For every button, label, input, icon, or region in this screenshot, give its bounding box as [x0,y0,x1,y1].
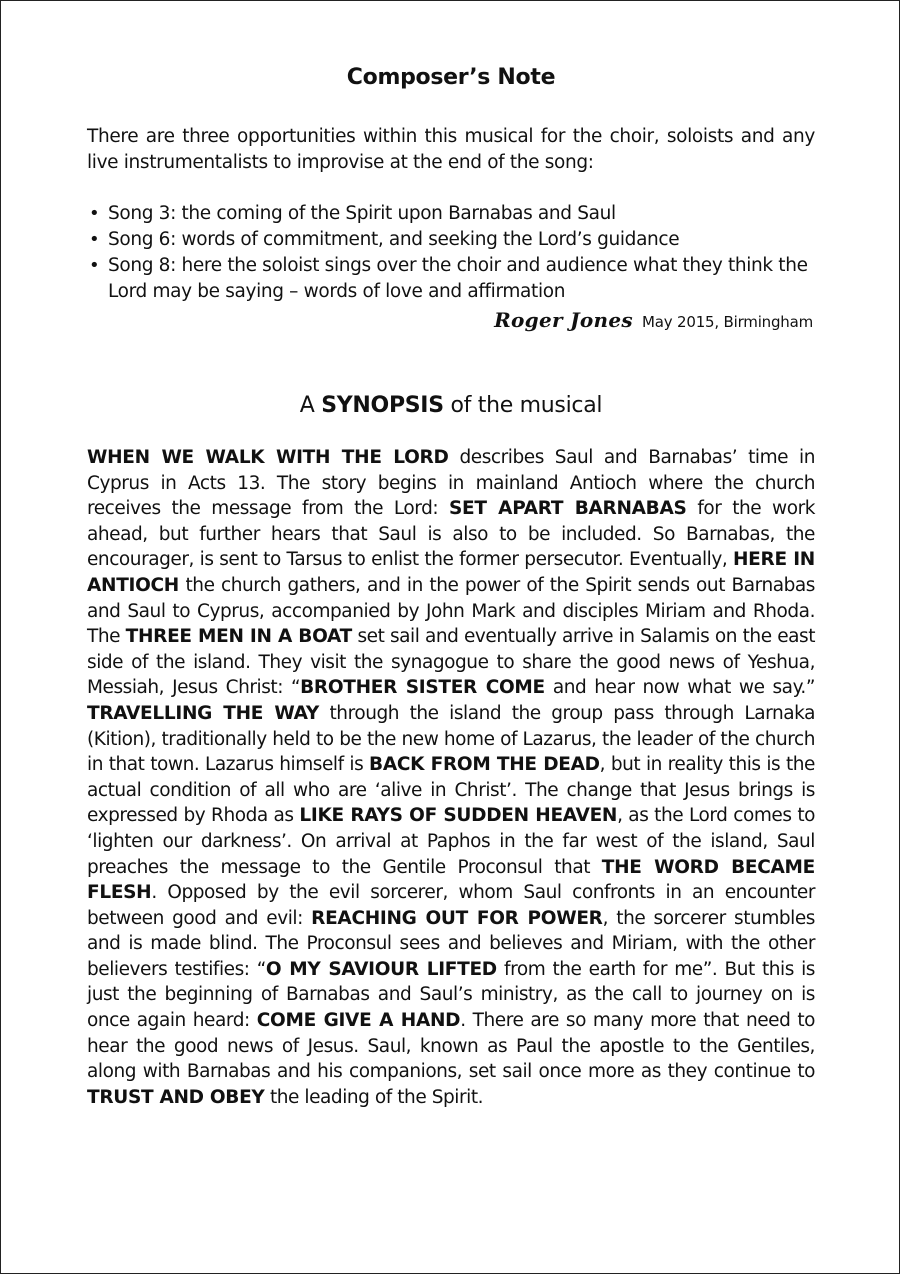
bullet-icon: • [89,255,100,276]
signature-date: May 2015, Birmingham [642,313,813,331]
composer-note-title: Composer’s Note [346,65,556,90]
song-title: THREE MEN IN A BOAT [125,626,352,648]
synopsis-text: . There are so many more that need to hear the good news of Jesus. Saul, known as Paul the apostle to the Gentiles, along with Barnabas and his companions, set sail once more as they continue to [87,1010,816,1083]
synopsis-text: from the earth for me”. But this is just the beginning of Barnabas and Saul’s ministry, as the call to journey on is once again heard: [87,958,815,1032]
synopsis-text: , as the Lord comes to ‘lighten our darkness’. On arrival at Paphos in the far west of the island, Saul preaches the message to the Gentile Proconsul that [87,805,815,878]
song-title: HERE IN ANTIOCH [87,549,815,596]
synopsis-title-prefix: A [299,393,315,418]
bullet-icon: • [89,229,100,250]
song-title: REACHING OUT FOR POWER [311,907,603,929]
synopsis-text: and hear now what we say.” [544,677,815,699]
song-title: O MY SAVIOUR LIFTED [265,958,497,980]
list-item [87,253,815,305]
song-title: LIKE RAYS OF SUDDEN HEAVEN [299,805,618,827]
song-title: BACK FROM THE DEAD [369,754,600,776]
synopsis-text: the church gathers, and in the power of the Spirit sends out Barnabas and Saul to Cyprus, accompanied by John Mark and disciples Miriam and Rhoda. The [87,574,815,648]
list-item-text: Song 8: here the soloist sings over the choir and audience what they think the Lord may be saying – words of love and affirmation [108,255,808,302]
synopsis-title-suffix: of the musical [450,393,603,418]
synopsis-text: , the sorcerer stumbles and is made blind. The Proconsul sees and believes and Miriam, with the other believers testifies: “ [87,907,815,980]
synopsis-title-bold: SYNOPSIS [321,393,444,418]
song-title: TRAVELLING THE WAY [87,702,319,724]
list-item-text: Song 6: words of commitment, and seeking the Lord’s guidance [108,229,680,250]
synopsis-text: through the island the group pass through Larnaka (Kition), traditionally held to be the new home of Lazarus, the leader of the church in that town. Lazarus himself is [87,702,815,776]
signature-name: Roger Jones [494,308,633,332]
synopsis-text: . Opposed by the evil sorcerer, whom Saul confronts in an encounter between good and evil: [87,882,815,929]
song-title: THE WORD BECAME FLESH [87,856,815,904]
list-item-text: Song 3: the coming of the Spirit upon Barnabas and Saul [108,203,616,224]
song-title: WHEN WE WALK WITH THE LORD [87,447,449,468]
synopsis-text: describes Saul and Barnabas’ time in Cyprus in Acts 13. The story begins in mainland Antioch where the church receives the message from the Lord: [87,447,816,520]
list-item [87,227,815,253]
bullet-icon: • [89,203,100,224]
song-title: COME GIVE A HAND [256,1010,461,1032]
composer-note-intro: There are three opportunities within this musical for the choir, soloists and any live instrumentalists to improvise at the end of the song: [87,126,815,173]
synopsis-body [87,445,815,1110]
song-title: BROTHER SISTER COME [300,677,545,699]
song-title: SET APART BARNABAS [449,498,687,520]
signature-line [494,308,813,332]
synopsis-text: set sail and eventually arrive in Salamis on the east side of the island. They visit the synagogue to share the good news of Yeshua, Messiah, Jesus Christ: “ [87,626,815,699]
synopsis-text: for the work ahead, but further hears that Saul is also to be included. So Barnabas, the encourager, is sent to Tarsus to enlist the former persecutor. Eventually, [87,498,815,571]
improvisation-song-list [87,201,815,305]
song-title: TRUST AND OBEY [87,1086,265,1108]
list-item [87,201,815,227]
synopsis-text: the leading of the Spirit. [264,1086,484,1108]
synopsis-title [1,393,900,418]
synopsis-text: , but in reality this is the actual condition of all who are ‘alive in Christ’. The change that Jesus brings is expressed by Rhoda as [87,754,815,827]
